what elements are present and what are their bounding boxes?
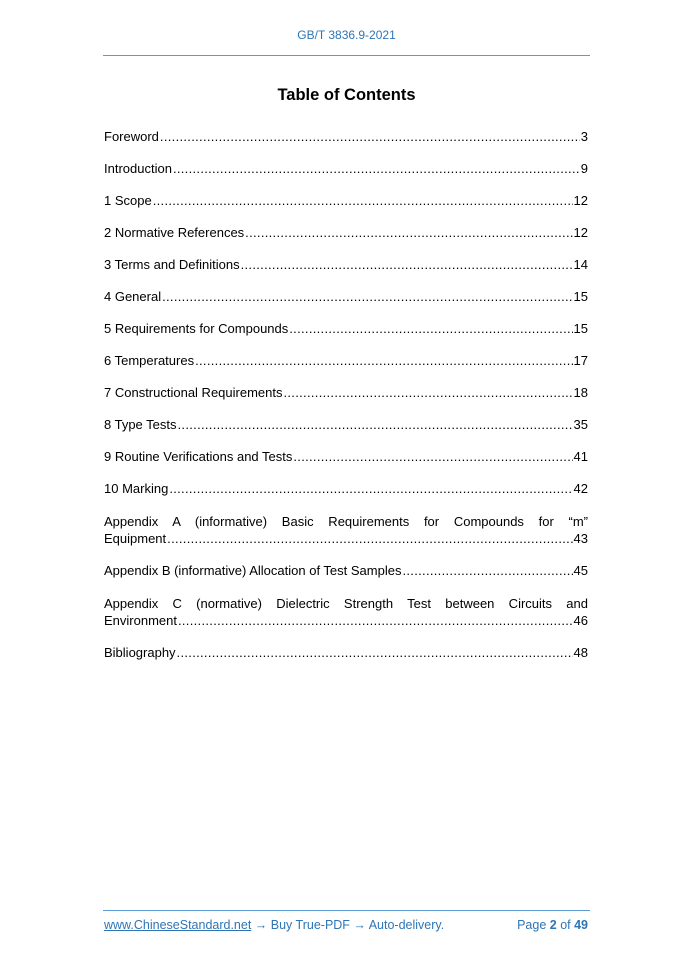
toc-leader-dots — [153, 193, 573, 209]
toc-leader-dots — [289, 321, 572, 337]
promo-text: → Buy True-PDF → Auto-delivery. — [251, 918, 445, 932]
toc-entry-marking[interactable] — [104, 481, 588, 497]
toc-entry-page: 48 — [573, 645, 588, 660]
toc-entry-title: 3 Terms and Definitions — [104, 257, 240, 272]
toc-entry-page: 14 — [573, 257, 588, 272]
toc-entry-page: 15 — [573, 321, 588, 336]
toc-entry-scope[interactable] — [104, 193, 588, 209]
toc-leader-dots — [195, 353, 572, 369]
toc-leader-dots — [283, 385, 572, 401]
toc-entry-title: 4 General — [104, 289, 162, 304]
toc-entry-title-line2: Equipment — [104, 531, 167, 546]
toc-leader-dots — [173, 161, 580, 177]
toc-entry-type-tests[interactable] — [104, 417, 588, 433]
website-link[interactable]: www.ChineseStandard.net — [104, 918, 252, 932]
toc-entry-page: 46 — [573, 613, 588, 628]
toc-entry-page: 15 — [573, 289, 588, 304]
page-footer — [104, 918, 588, 932]
toc-entry-page: 12 — [573, 225, 588, 240]
toc-entry-title: 9 Routine Verifications and Tests — [104, 449, 293, 464]
toc-leader-dots — [178, 613, 573, 629]
toc-entry-page: 41 — [573, 449, 588, 464]
toc-entry-general[interactable] — [104, 289, 588, 305]
page-indicator — [517, 918, 588, 932]
toc-leader-dots — [178, 417, 573, 433]
toc-entry-requirements-compounds[interactable] — [104, 321, 588, 337]
toc-entry-page: 45 — [573, 563, 588, 578]
toc-entry-title: 1 Scope — [104, 193, 152, 208]
toc-entry-appendix-b[interactable] — [104, 563, 588, 579]
toc-entry-page: 43 — [573, 531, 588, 546]
footer-promo — [104, 918, 444, 932]
page-prefix: Page — [517, 918, 550, 932]
toc-entry-title: Bibliography — [104, 645, 176, 660]
toc-entry-appendix-c[interactable] — [104, 595, 588, 629]
toc-entry-page: 12 — [573, 193, 588, 208]
toc-entry-normative-references[interactable] — [104, 225, 588, 241]
toc-entry-title: 6 Temperatures — [104, 353, 195, 368]
toc-entry-bibliography[interactable] — [104, 645, 588, 661]
toc-leader-dots — [245, 225, 572, 241]
toc-entry-title-line1: Appendix A (informative) Basic Requirements for Compounds for “m” — [104, 514, 588, 529]
toc-entry-page: 42 — [573, 481, 588, 496]
toc-entry-page: 35 — [573, 417, 588, 432]
toc-leader-dots — [160, 129, 580, 145]
toc-leader-dots — [293, 449, 572, 465]
toc-leader-dots — [167, 531, 572, 547]
toc-entry-page: 9 — [580, 161, 588, 176]
document-header — [103, 28, 590, 42]
toc-entry-terms-definitions[interactable] — [104, 257, 588, 273]
page-total: 49 — [574, 918, 588, 932]
toc-entry-page: 17 — [573, 353, 588, 368]
page-current: 2 — [549, 918, 557, 932]
toc-entry-title-line2: Environment — [104, 613, 177, 628]
toc-entry-title: Foreword — [104, 129, 159, 144]
toc-entry-title: 8 Type Tests — [104, 417, 177, 432]
footer-divider — [103, 910, 590, 911]
toc-entry-appendix-a[interactable] — [104, 513, 588, 547]
toc-leader-dots — [402, 563, 572, 579]
toc-entry-introduction[interactable] — [104, 161, 588, 177]
toc-entry-title: 7 Constructional Requirements — [104, 385, 283, 400]
toc-entry-foreword[interactable] — [104, 129, 588, 145]
toc-leader-dots — [241, 257, 573, 273]
toc-title: Table of Contents — [277, 86, 416, 104]
toc-entry-page: 18 — [573, 385, 588, 400]
header-divider — [103, 55, 590, 56]
toc-entry-title: 10 Marking — [104, 481, 169, 496]
toc-entry-title: Appendix B (informative) Allocation of Test Samples — [104, 563, 402, 578]
toc-entry-title-line1: Appendix C (normative) Dielectric Strength Test between Circuits and — [104, 596, 588, 611]
toc-entry-title: 5 Requirements for Compounds — [104, 321, 289, 336]
toc-leader-dots — [162, 289, 572, 305]
table-of-contents — [104, 129, 588, 677]
toc-leader-dots — [177, 645, 573, 661]
standard-code: GB/T 3836.9-2021 — [297, 28, 396, 42]
toc-entry-title: 2 Normative References — [104, 225, 245, 240]
toc-entry-routine-verifications[interactable] — [104, 449, 588, 465]
toc-leader-dots — [169, 481, 572, 497]
toc-entry-title: Introduction — [104, 161, 172, 176]
toc-entry-constructional-requirements[interactable] — [104, 385, 588, 401]
page-sep: of — [556, 918, 575, 932]
toc-entry-page: 3 — [580, 129, 588, 144]
toc-entry-temperatures[interactable] — [104, 353, 588, 369]
